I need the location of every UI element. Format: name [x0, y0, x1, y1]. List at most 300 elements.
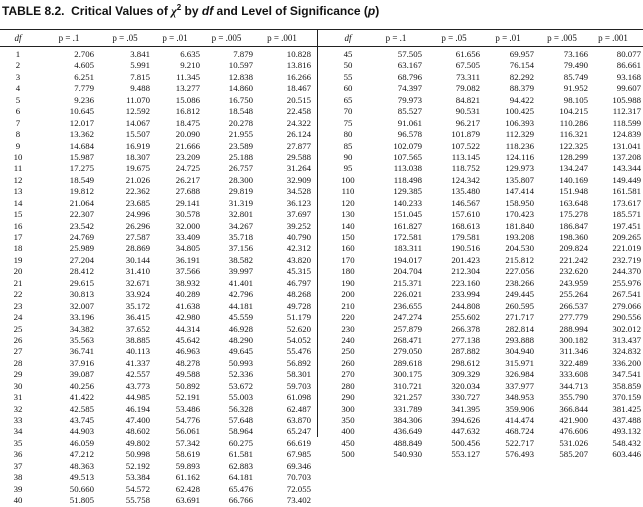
right-p10-cell: 204.704	[393, 266, 422, 277]
left-p005-cell: 64.181	[228, 472, 253, 483]
left-p001-cell: 52.620	[286, 323, 311, 334]
left-p05-cell: 12.592	[125, 106, 150, 117]
right-p01-cell: 82.292	[509, 71, 534, 82]
right-p01-cell: 94.422	[509, 94, 534, 105]
left-p001-cell: 63.870	[286, 415, 311, 425]
left-p10-cell: 46.059	[69, 437, 94, 448]
right-p005-list	[536, 49, 588, 461]
left-p05-cell: 9.488	[130, 83, 150, 94]
left-p01-cell: 44.314	[175, 323, 200, 334]
left-p005-cell: 25.188	[228, 151, 253, 162]
left-p01-cell: 20.090	[175, 129, 200, 140]
left-df-cell: 20	[13, 266, 23, 277]
right-p10-cell: 172.581	[393, 232, 422, 242]
panel-divider	[317, 29, 318, 437]
left-p001-cell: 43.820	[286, 254, 311, 265]
left-p01-cell: 48.278	[175, 357, 200, 368]
right-p005-cell: 243.959	[559, 277, 588, 288]
right-df-cell: 160	[341, 243, 355, 254]
right-p05-cell: 320.034	[451, 380, 480, 391]
right-p01-cell: 576.493	[505, 449, 534, 460]
left-p001-cell: 67.985	[286, 449, 311, 460]
right-p001-cell: 86.661	[616, 60, 641, 71]
left-p10-cell: 43.745	[69, 415, 94, 425]
right-df-cell: 230	[341, 323, 355, 334]
left-p10-cell: 27.204	[69, 254, 94, 265]
right-p01-cell: 147.414	[505, 186, 534, 197]
left-p001-cell: 27.877	[286, 140, 311, 151]
right-p005-cell: 73.166	[563, 49, 588, 59]
left-p001-cell: 37.697	[286, 209, 311, 220]
left-p05-cell: 36.415	[125, 312, 150, 323]
left-p01-cell: 46.963	[175, 346, 200, 357]
header-p001: p = .001	[267, 33, 297, 43]
left-p10-cell: 42.585	[69, 403, 94, 414]
right-p10-cell: 289.618	[393, 357, 422, 368]
left-p005-cell: 14.860	[228, 83, 253, 94]
right-p05-cell: 67.505	[455, 60, 480, 71]
right-p10-cell: 57.505	[397, 49, 422, 59]
header-p05-right: p = .05	[441, 33, 467, 43]
right-p05-cell: 168.613	[451, 220, 480, 231]
right-p01-cell: 337.977	[505, 380, 534, 391]
left-p05-cell: 7.815	[130, 71, 150, 82]
left-p01-cell: 26.217	[175, 174, 200, 185]
right-p05-cell: 212.304	[451, 266, 480, 277]
header-p005-right: p = .005	[547, 33, 577, 43]
left-p01-cell: 45.642	[175, 334, 200, 345]
right-p005-cell: 209.824	[559, 243, 588, 254]
right-p005-cell: 140.169	[559, 174, 588, 185]
left-p005-cell: 20.278	[228, 117, 253, 128]
left-p01-cell: 50.892	[175, 380, 200, 391]
right-p05-cell: 146.567	[451, 197, 480, 208]
left-p001-cell: 61.098	[286, 392, 311, 403]
right-df-cell: 150	[341, 232, 355, 242]
right-p01-cell: 304.940	[505, 346, 534, 357]
right-p05-cell: 447.632	[451, 426, 480, 437]
left-p05-cell: 50.998	[125, 449, 150, 460]
left-p01-column	[150, 30, 200, 507]
left-p01-cell: 18.475	[175, 117, 200, 128]
left-p001-cell: 31.264	[286, 163, 311, 174]
title-text-end: )	[375, 4, 380, 18]
left-p001-cell: 18.467	[286, 83, 311, 94]
right-p05-cell: 124.342	[451, 174, 480, 185]
left-p005-cell: 66.766	[228, 495, 253, 506]
left-p005-column	[200, 30, 253, 507]
left-p01-cell: 38.932	[175, 277, 200, 288]
left-p10-cell: 37.916	[69, 357, 94, 368]
left-p005-cell: 61.581	[228, 449, 253, 460]
right-df-cell: 140	[341, 220, 355, 231]
left-p005-cell: 26.757	[228, 163, 253, 174]
left-p005-cell: 10.597	[228, 60, 253, 71]
right-p10-cell: 194.017	[393, 254, 422, 265]
right-p005-cell: 91.952	[563, 83, 588, 94]
right-p001-cell: 209.265	[612, 232, 641, 242]
right-p005-cell: 163.648	[559, 197, 588, 208]
left-p005-cell: 53.672	[228, 380, 253, 391]
right-p10-cell: 91.061	[397, 117, 422, 128]
left-p005-cell: 38.582	[228, 254, 253, 265]
right-p05-cell: 277.138	[451, 334, 480, 345]
left-p001-cell: 69.346	[286, 460, 311, 471]
left-p005-cell: 28.300	[228, 174, 253, 185]
header-p001-right: p = .001	[598, 33, 628, 43]
left-p001-cell: 72.055	[286, 483, 311, 494]
right-p01-cell: 215.812	[505, 254, 534, 265]
left-p10-cell: 32.007	[69, 300, 94, 311]
left-p05-cell: 53.384	[125, 472, 150, 483]
left-p01-cell: 15.086	[175, 94, 200, 105]
left-p10-cell: 14.684	[69, 140, 94, 151]
left-p01-cell: 21.666	[175, 140, 200, 151]
left-df-cell: 38	[13, 472, 23, 483]
right-p005-cell: 175.278	[559, 209, 588, 220]
left-p01-cell: 40.289	[175, 289, 200, 300]
right-p10-cell: 79.973	[397, 94, 422, 105]
left-df-cell: 27	[13, 346, 23, 357]
left-df-cell: 29	[13, 369, 23, 380]
left-p05-cell: 40.113	[126, 346, 150, 357]
left-p005-cell: 39.997	[228, 266, 253, 277]
left-df-cell: 23	[13, 300, 23, 311]
right-df-cell: 450	[341, 437, 355, 448]
header-p10: p = .1	[58, 33, 80, 43]
left-p001-cell: 49.728	[286, 300, 311, 311]
title-text-by: by	[181, 4, 202, 18]
left-p001-cell: 46.797	[286, 277, 311, 288]
right-p001-cell: 221.019	[612, 243, 641, 254]
right-p10-cell: 85.527	[397, 106, 422, 117]
left-p10-cell: 15.987	[69, 151, 94, 162]
left-p001-cell: 62.487	[286, 403, 311, 414]
left-p01-cell: 54.776	[175, 415, 200, 425]
left-p001-cell: 73.402	[286, 495, 311, 506]
left-p10-cell: 7.779	[74, 83, 94, 94]
left-p05-cell: 38.885	[125, 334, 150, 345]
right-df-cell: 240	[341, 334, 355, 345]
right-p01-cell: 112.329	[505, 129, 534, 140]
right-p05-cell: 394.626	[451, 415, 480, 425]
right-p001-cell: 381.425	[612, 403, 641, 414]
right-p005-cell: 79.490	[563, 60, 588, 71]
left-df-cell: 17	[13, 232, 23, 242]
left-p01-cell: 32.000	[175, 220, 200, 231]
left-p10-cell: 44.903	[69, 426, 94, 437]
right-p01-cell: 522.717	[505, 437, 534, 448]
right-p01-cell: 204.530	[505, 243, 534, 254]
left-p01-cell: 24.725	[175, 163, 200, 174]
right-p05-cell: 118.752	[451, 163, 480, 174]
left-p01-cell: 23.209	[175, 151, 200, 162]
left-p001-cell: 10.828	[286, 49, 311, 59]
header-p01: p = .01	[162, 33, 188, 43]
right-p005-cell: 110.286	[559, 117, 588, 128]
left-p10-cell: 9.236	[74, 94, 94, 105]
right-p05-cell: 287.882	[451, 346, 480, 357]
right-df-cell: 130	[341, 209, 355, 220]
right-p05-cell: 244.808	[451, 300, 480, 311]
left-p05-cell: 31.410	[125, 266, 150, 277]
left-p001-cell: 65.247	[286, 426, 311, 437]
right-df-cell: 350	[341, 415, 355, 425]
left-df-cell: 19	[13, 254, 23, 265]
left-p001-cell: 24.322	[286, 117, 311, 128]
left-p001-column	[253, 30, 311, 507]
left-p05-cell: 26.296	[125, 220, 150, 231]
title-text-mid: and Level of Significance (	[213, 4, 368, 18]
right-p05-list	[428, 49, 480, 461]
right-p001-cell: 255.976	[612, 277, 641, 288]
left-df-cell: 8	[15, 129, 21, 140]
left-p005-cell: 45.559	[228, 312, 253, 323]
right-p001-cell: 437.488	[612, 415, 641, 425]
left-p10-cell: 33.196	[69, 312, 94, 323]
right-p001-column	[585, 30, 641, 461]
left-p10-cell: 12.017	[69, 117, 94, 128]
left-p005-cell: 52.336	[228, 369, 253, 380]
right-p10-cell: 226.021	[393, 289, 422, 300]
right-p10-cell: 540.930	[393, 449, 422, 460]
right-p001-cell: 279.066	[612, 300, 641, 311]
right-p10-cell: 74.397	[397, 83, 422, 94]
left-p05-cell: 33.924	[125, 289, 150, 300]
header-p05: p = .05	[112, 33, 138, 43]
left-p05-cell: 48.602	[125, 426, 150, 437]
table-title	[2, 3, 379, 19]
left-p10-cell: 36.741	[69, 346, 94, 357]
left-p01-list	[150, 49, 200, 507]
left-df-cell: 15	[13, 209, 23, 220]
right-p01-cell: 124.116	[505, 151, 534, 162]
left-p001-cell: 42.312	[286, 243, 311, 254]
left-p005-cell: 62.883	[228, 460, 253, 471]
right-p001-cell: 197.451	[612, 220, 641, 231]
left-p05-cell: 16.919	[125, 140, 150, 151]
right-p10-cell: 215.371	[393, 277, 422, 288]
left-p005-cell: 65.476	[228, 483, 253, 494]
left-p001-cell: 56.892	[286, 357, 311, 368]
right-p05-column	[428, 30, 480, 461]
left-p05-cell: 44.985	[125, 392, 150, 403]
left-df-cell: 16	[13, 220, 23, 231]
right-p10-cell: 63.167	[397, 60, 422, 71]
left-p005-cell: 21.955	[228, 129, 253, 140]
left-p05-cell: 5.991	[130, 60, 150, 71]
left-p05-cell: 52.192	[125, 460, 150, 471]
right-df-cell: 55	[343, 71, 353, 82]
right-p001-cell: 324.832	[612, 346, 641, 357]
right-df-cell: 260	[341, 357, 355, 368]
left-p05-cell: 55.758	[125, 495, 150, 506]
right-p005-cell: 355.790	[559, 392, 588, 403]
left-p01-cell: 53.486	[175, 403, 200, 414]
right-p001-cell: 80.077	[616, 49, 641, 59]
right-p10-cell: 161.827	[393, 220, 422, 231]
left-p05-cell: 22.362	[125, 186, 150, 197]
left-p005-cell: 58.964	[228, 426, 253, 437]
left-p001-list	[253, 49, 311, 507]
left-p01-cell: 52.191	[175, 392, 200, 403]
right-p10-cell: 257.879	[393, 323, 422, 334]
left-p05-cell: 46.194	[125, 403, 150, 414]
right-p01-cell: 100.425	[505, 106, 534, 117]
right-df-cell: 400	[341, 426, 355, 437]
left-p05-cell: 14.067	[125, 117, 150, 128]
left-df-list	[4, 49, 32, 507]
left-p05-cell: 35.172	[125, 300, 150, 311]
left-p05-cell: 32.671	[125, 277, 150, 288]
left-p05-cell: 27.587	[125, 232, 150, 242]
left-df-cell: 10	[13, 151, 23, 162]
left-df-cell: 33	[13, 415, 23, 425]
right-p001-cell: 267.541	[612, 289, 641, 300]
right-df-cell: 290	[341, 392, 355, 403]
left-df-cell: 36	[13, 449, 23, 460]
right-df-cell: 200	[341, 289, 355, 300]
left-p05-cell: 24.996	[125, 209, 150, 220]
left-df-cell: 12	[13, 174, 23, 185]
left-p01-cell: 33.409	[175, 232, 200, 242]
right-p005-cell: 333.608	[559, 369, 588, 380]
left-p001-cell: 51.179	[286, 312, 311, 323]
left-df-cell: 28	[13, 357, 23, 368]
right-df-cell: 70	[343, 106, 353, 117]
left-p001-cell: 16.266	[286, 71, 311, 82]
left-p05-cell: 18.307	[125, 151, 150, 162]
left-p01-cell: 13.277	[175, 83, 200, 94]
right-p005-cell: 151.948	[559, 186, 588, 197]
left-p10-cell: 29.615	[69, 277, 94, 288]
right-p01-cell: 106.393	[505, 117, 534, 128]
left-p10-cell: 21.064	[69, 197, 94, 208]
left-df-cell: 31	[13, 392, 23, 403]
left-p01-cell: 27.688	[175, 186, 200, 197]
left-p01-cell: 34.805	[175, 243, 200, 254]
left-p001-cell: 22.458	[286, 106, 311, 117]
left-p001-cell: 59.703	[286, 380, 311, 391]
chi-symbol: χ	[171, 4, 177, 18]
right-p005-cell: 311.346	[559, 346, 588, 357]
left-p005-cell: 60.275	[228, 437, 253, 448]
left-p05-cell: 11.070	[126, 94, 150, 105]
left-p10-cell: 51.805	[69, 495, 94, 506]
right-p10-cell: 129.385	[393, 186, 422, 197]
left-p005-cell: 29.819	[228, 186, 253, 197]
right-p10-cell: 488.849	[393, 437, 422, 448]
right-p001-cell: 143.344	[612, 163, 641, 174]
left-df-cell: 5	[15, 94, 21, 105]
right-p05-cell: 255.602	[451, 312, 480, 323]
title-df: df	[201, 4, 214, 18]
left-p005-cell: 31.319	[228, 197, 253, 208]
right-p001-cell: 313.437	[612, 334, 641, 345]
right-p05-cell: 553.127	[451, 449, 480, 460]
title-p: p	[367, 4, 376, 18]
right-p05-cell: 190.516	[451, 243, 480, 254]
right-df-cell: 300	[341, 403, 355, 414]
left-df-cell: 22	[13, 289, 23, 300]
right-p10-cell: 321.257	[393, 392, 422, 403]
right-p005-cell: 531.026	[559, 437, 588, 448]
right-p01-cell: 468.724	[505, 426, 534, 437]
left-p10-cell: 10.645	[69, 106, 94, 117]
right-p10-cell: 102.079	[393, 140, 422, 151]
right-p10-cell: 268.471	[393, 334, 422, 345]
right-p01-cell: 414.474	[505, 415, 534, 425]
left-df-cell: 26	[13, 334, 23, 345]
right-p10-cell: 279.050	[393, 346, 422, 357]
right-p001-cell: 112.317	[612, 106, 641, 117]
left-p005-cell: 7.879	[233, 49, 253, 59]
right-p005-cell: 221.242	[559, 254, 588, 265]
left-p005-cell: 23.589	[228, 140, 253, 151]
right-p10-cell: 300.175	[393, 369, 422, 380]
right-p005-cell: 300.182	[559, 334, 588, 345]
right-p10-cell: 140.233	[393, 197, 422, 208]
left-df-cell: 37	[13, 460, 23, 471]
right-df-cell: 110	[341, 186, 355, 197]
left-p05-cell: 21.026	[125, 174, 150, 185]
left-p01-cell: 59.893	[175, 460, 200, 471]
right-p01-cell: 181.840	[505, 220, 534, 231]
left-p01-cell: 11.345	[176, 71, 200, 82]
left-p005-list	[200, 49, 253, 507]
left-p05-cell: 54.572	[125, 483, 150, 494]
right-p01-cell: 282.814	[505, 323, 534, 334]
right-df-cell: 180	[341, 266, 355, 277]
left-p01-cell: 36.191	[175, 254, 200, 265]
left-df-cell: 35	[13, 437, 23, 448]
left-p005-cell: 12.838	[228, 71, 253, 82]
left-p05-cell: 23.685	[125, 197, 150, 208]
right-p10-cell: 107.565	[393, 151, 422, 162]
right-p001-cell: 232.719	[612, 254, 641, 265]
left-df-cell: 11	[13, 163, 23, 174]
right-p01-list	[482, 49, 534, 461]
right-p05-cell: 79.082	[455, 83, 480, 94]
right-df-cell: 270	[341, 369, 355, 380]
right-df-cell: 120	[341, 197, 355, 208]
left-p01-cell: 41.638	[175, 300, 200, 311]
left-df-cell: 14	[13, 197, 23, 208]
right-p005-cell: 585.207	[559, 449, 588, 460]
left-p05-cell: 43.773	[125, 380, 150, 391]
left-df-cell: 21	[13, 277, 23, 288]
right-df-cell: 50	[343, 60, 353, 71]
right-p005-cell: 476.606	[559, 426, 588, 437]
left-p10-cell: 48.363	[69, 460, 94, 471]
right-p01-cell: 359.906	[505, 403, 534, 414]
right-p05-cell: 298.612	[451, 357, 480, 368]
left-p001-cell: 20.515	[286, 94, 311, 105]
right-p005-cell: 186.847	[559, 220, 588, 231]
left-p10-cell: 6.251	[74, 71, 94, 82]
right-p001-cell: 347.541	[612, 369, 641, 380]
right-p005-cell: 266.537	[559, 300, 588, 311]
right-p005-cell: 198.360	[559, 232, 588, 242]
right-p10-cell: 68.796	[397, 71, 422, 82]
left-p001-cell: 29.588	[286, 151, 311, 162]
left-p005-cell: 48.290	[228, 334, 253, 345]
left-p01-cell: 57.342	[175, 437, 200, 448]
left-p01-cell: 62.428	[175, 483, 200, 494]
left-p10-cell: 39.087	[69, 369, 94, 380]
right-p005-cell: 366.844	[559, 403, 588, 414]
left-p10-cell: 40.256	[69, 380, 94, 391]
